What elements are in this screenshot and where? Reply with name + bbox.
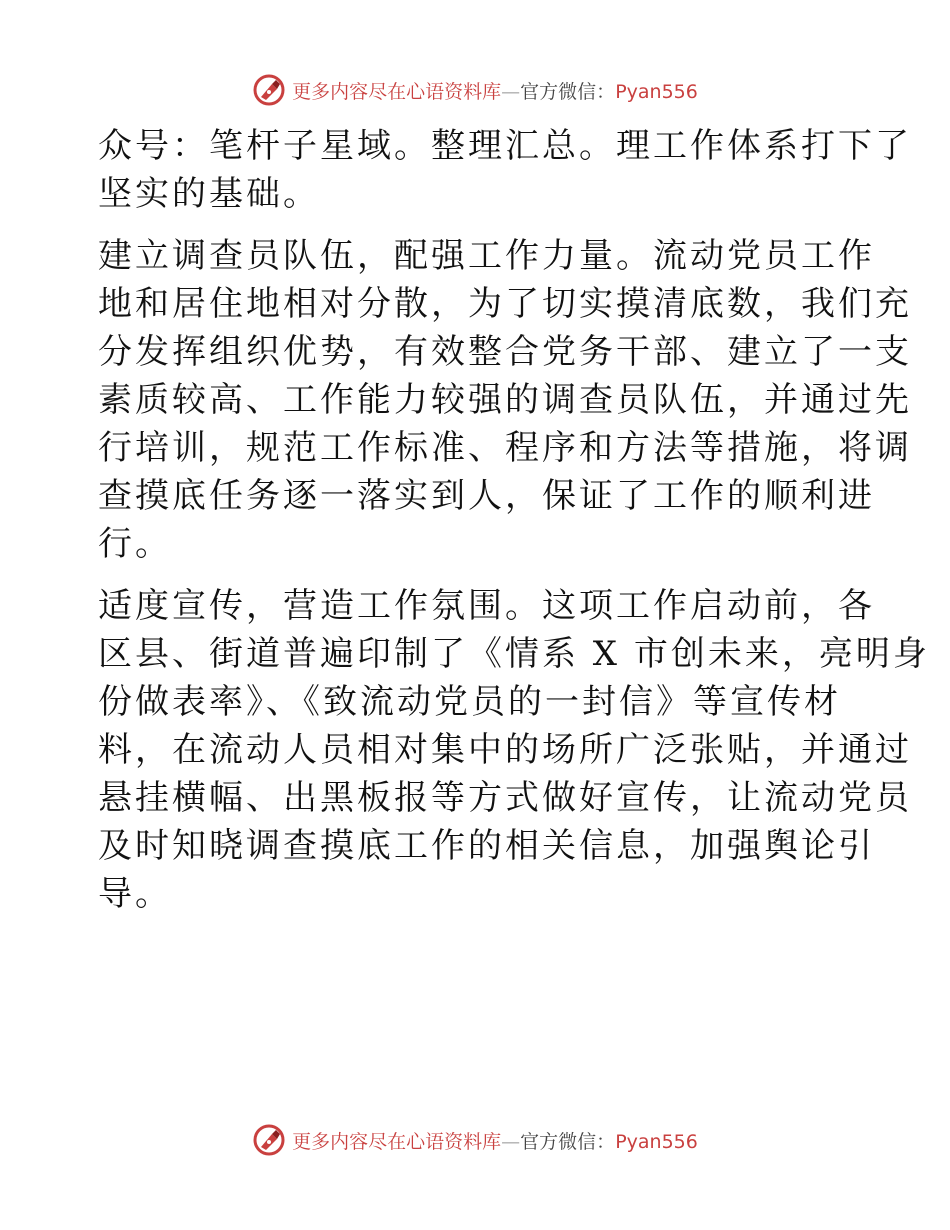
text-line: 行培训，规范工作标准、程序和方法等措施，将调 [98, 428, 912, 468]
watermark-main: 更多内容尽在心语资料库 [292, 1130, 502, 1153]
text-line: 坚实的基础。 [98, 174, 320, 214]
page-header-watermark [0, 70, 950, 110]
paragraph-2 [98, 232, 912, 568]
watermark-text [292, 77, 698, 104]
document-body [98, 122, 930, 932]
paragraph-3 [98, 582, 930, 918]
text-line: 众号：笔杆子星域。整理汇总。理工作体系打下了 [98, 126, 912, 166]
pen-nib-logo-icon [252, 73, 286, 107]
text-line: 适度宣传，营造工作氛围。这项工作启动前，各 [98, 586, 875, 626]
text-line: 地和居住地相对分散，为了切实摸清底数，我们充 [98, 284, 912, 324]
pen-nib-logo-icon [252, 1123, 286, 1157]
page-footer-watermark [0, 1120, 950, 1160]
watermark-text [292, 1127, 698, 1154]
watermark-label: 官方微信： [520, 1130, 616, 1153]
text-line: 建立调查员队伍，配强工作力量。流动党员工作 [98, 236, 875, 276]
text-line: 料，在流动人员相对集中的场所广泛张贴，并通过 [98, 730, 912, 770]
paragraph-1 [98, 122, 912, 218]
text-line: 及时知晓调查摸底工作的相关信息，加强舆论引 [98, 826, 875, 866]
text-line: 导。 [98, 874, 172, 914]
text-line: 份做表率》、《致流动党员的一封信》等宣传材 [98, 682, 841, 722]
text-line: 查摸底任务逐一落实到人，保证了工作的顺利进 [98, 476, 875, 516]
text-line: 区县、街道普遍印制了《情系 X 市创未来，亮明身 [98, 634, 930, 674]
watermark-wechat-id: Pyan556 [615, 1130, 698, 1153]
text-line: 行。 [98, 524, 172, 564]
watermark-wechat-id: Pyan556 [615, 80, 698, 103]
watermark-dash: — [501, 1130, 521, 1153]
text-line: 悬挂横幅、出黑板报等方式做好宣传，让流动党员 [98, 778, 912, 818]
watermark-label: 官方微信： [520, 80, 616, 103]
text-line: 分发挥组织优势，有效整合党务干部、建立了一支 [98, 332, 912, 372]
text-line: 素质较高、工作能力较强的调查员队伍，并通过先 [98, 380, 912, 420]
watermark-main: 更多内容尽在心语资料库 [292, 80, 502, 103]
watermark-dash: — [501, 80, 521, 103]
